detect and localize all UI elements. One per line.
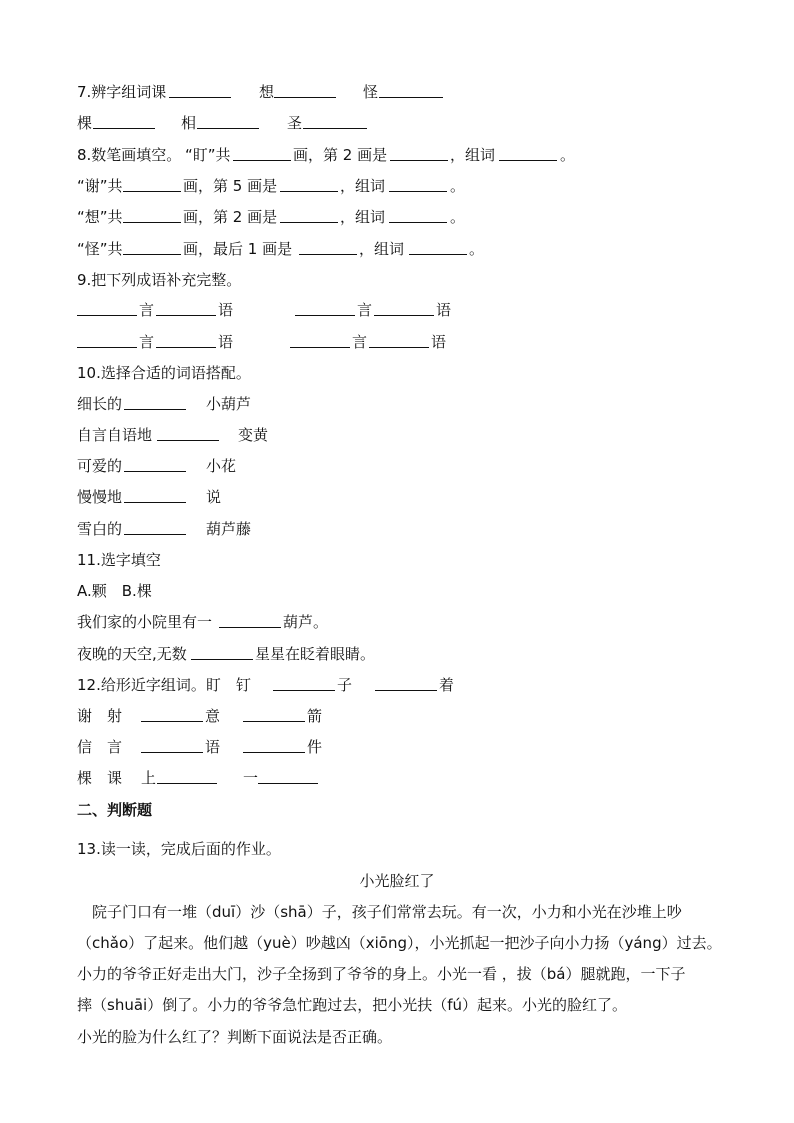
idiom-char: 语	[218, 301, 234, 319]
answer-blank[interactable]	[93, 113, 155, 129]
answer-blank[interactable]	[156, 300, 216, 316]
answer-blank[interactable]	[124, 487, 186, 503]
q7-char: 相	[181, 114, 197, 132]
idiom-char: 言	[352, 333, 368, 351]
match-right: 葫芦藤	[206, 520, 252, 538]
answer-blank[interactable]	[191, 644, 253, 660]
match-left: 自言自语地	[77, 426, 153, 444]
word-char: 意	[205, 707, 221, 725]
match-left: 细长的	[77, 395, 123, 413]
answer-blank[interactable]	[243, 706, 305, 722]
word-char: 箭	[307, 707, 323, 725]
match-right: 变黄	[238, 426, 269, 444]
q8-dot: 。	[450, 177, 466, 195]
char-pair: 谢 射	[77, 707, 123, 725]
q8-mid: 画，最后 1 画是	[183, 240, 293, 258]
match-left: 慢慢地	[77, 488, 123, 506]
answer-blank[interactable]	[157, 425, 219, 441]
sentence-text: 星星在眨着眼睛。	[255, 645, 376, 663]
answer-blank[interactable]	[124, 519, 186, 535]
q8-end: ，组词	[450, 146, 496, 164]
q8-title: 8.数笔画填空。	[77, 146, 182, 164]
q7-char: 想	[259, 83, 275, 101]
answer-blank[interactable]	[280, 207, 338, 223]
answer-blank[interactable]	[303, 113, 367, 129]
answer-blank[interactable]	[243, 737, 305, 753]
q8-dot: 。	[560, 146, 576, 164]
story-line: 院子门口有一堆（duī）沙（shā）子，孩子们常常去玩。有一次，小力和小光在沙堆上吵	[77, 903, 682, 921]
story-line: 摔（shuāi）倒了。小力的爷爷急忙跑过去，把小光扶（fú）起来。小光的脸红了。	[77, 996, 627, 1014]
answer-blank[interactable]	[499, 145, 557, 161]
answer-blank[interactable]	[197, 113, 259, 129]
answer-blank[interactable]	[389, 176, 447, 192]
answer-blank[interactable]	[123, 239, 181, 255]
idiom-char: 语	[431, 333, 447, 351]
answer-blank[interactable]	[280, 176, 338, 192]
answer-blank[interactable]	[219, 612, 281, 628]
match-left: 可爱的	[77, 457, 123, 475]
answer-blank[interactable]	[77, 300, 137, 316]
word-char: 一	[243, 769, 259, 787]
answer-blank[interactable]	[124, 394, 186, 410]
q8-end: ，组词	[340, 177, 386, 195]
answer-blank[interactable]	[141, 737, 203, 753]
q8-dot: 。	[469, 240, 485, 258]
answer-blank[interactable]	[123, 176, 181, 192]
idiom-char: 语	[218, 333, 234, 351]
word-char: 上	[141, 769, 157, 787]
q8-char: “怪”共	[77, 240, 123, 258]
q7-label: 7.辨字组词课	[77, 83, 167, 101]
answer-blank[interactable]	[375, 675, 437, 691]
q8-mid: 画，第 5 画是	[183, 177, 278, 195]
answer-blank[interactable]	[374, 300, 434, 316]
q7-char: 怪	[363, 83, 379, 101]
answer-blank[interactable]	[273, 675, 335, 691]
answer-blank[interactable]	[124, 456, 186, 472]
q7-char: 圣	[287, 114, 303, 132]
idiom-char: 言	[139, 333, 155, 351]
idiom-char: 言	[357, 301, 373, 319]
match-right: 小葫芦	[206, 395, 252, 413]
idiom-char: 语	[436, 301, 452, 319]
q7-char: 棵	[77, 114, 93, 132]
word-char: 件	[307, 738, 323, 756]
q13-title: 13.读一读，完成后面的作业。	[77, 840, 281, 858]
answer-blank[interactable]	[233, 145, 291, 161]
answer-blank[interactable]	[141, 706, 203, 722]
answer-blank[interactable]	[157, 768, 217, 784]
answer-blank[interactable]	[299, 239, 357, 255]
answer-blank[interactable]	[156, 332, 216, 348]
q8-end: ，组词	[359, 240, 405, 258]
answer-blank[interactable]	[390, 145, 448, 161]
story-line: （chǎo）了起来。他们越（yuè）吵越凶（xiōng），小光抓起一把沙子向小力扬（yáng）过去。	[77, 934, 722, 952]
q10-title: 10.选择合适的词语搭配。	[77, 364, 251, 382]
word-char: 语	[205, 738, 221, 756]
story-title: 小光脸红了	[359, 872, 435, 890]
sentence-text: 葫芦。	[283, 613, 329, 631]
char-pair: 棵 课	[77, 769, 123, 787]
answer-blank[interactable]	[123, 207, 181, 223]
idiom-char: 言	[139, 301, 155, 319]
match-right: 小花	[206, 457, 237, 475]
q8-char: “盯”共	[185, 146, 231, 164]
answer-blank[interactable]	[295, 300, 355, 316]
q12-title: 12.给形近字组词。盯 钉	[77, 676, 251, 694]
char-pair: 信 言	[77, 738, 123, 756]
answer-blank[interactable]	[169, 82, 231, 98]
story-line: 小力的爷爷正好走出大门，沙子全扬到了爷爷的身上。小光一看 ，拔（bá）腿就跑，一下子	[77, 965, 686, 983]
q8-dot: 。	[450, 208, 466, 226]
word-char: 子	[337, 676, 353, 694]
answer-blank[interactable]	[409, 239, 467, 255]
sentence-text: 夜晚的天空,无数	[77, 645, 187, 663]
story-paragraph	[77, 897, 729, 1021]
q11-title: 11.选字填空	[77, 551, 161, 569]
q11-options: A.颗 B.棵	[77, 582, 152, 600]
q8-mid: 画，第 2 画是	[183, 208, 278, 226]
q8-char: “谢”共	[77, 177, 123, 195]
word-char: 着	[439, 676, 455, 694]
answer-blank[interactable]	[274, 82, 336, 98]
q8-end: ，组词	[340, 208, 386, 226]
section-title: 二、判断题	[77, 801, 153, 819]
answer-blank[interactable]	[77, 332, 137, 348]
answer-blank[interactable]	[379, 82, 443, 98]
q8-mid: 画，第 2 画是	[293, 146, 388, 164]
sentence-text: 我们家的小院里有一	[77, 613, 213, 631]
answer-blank[interactable]	[258, 768, 318, 784]
q13-question: 小光的脸为什么红了？判断下面说法是否正确。	[77, 1028, 393, 1046]
match-right: 说	[206, 488, 222, 506]
answer-blank[interactable]	[290, 332, 350, 348]
answer-blank[interactable]	[369, 332, 429, 348]
match-left: 雪白的	[77, 520, 123, 538]
q9-title: 9.把下列成语补充完整。	[77, 271, 242, 289]
answer-blank[interactable]	[389, 207, 447, 223]
q8-char: “想”共	[77, 208, 123, 226]
